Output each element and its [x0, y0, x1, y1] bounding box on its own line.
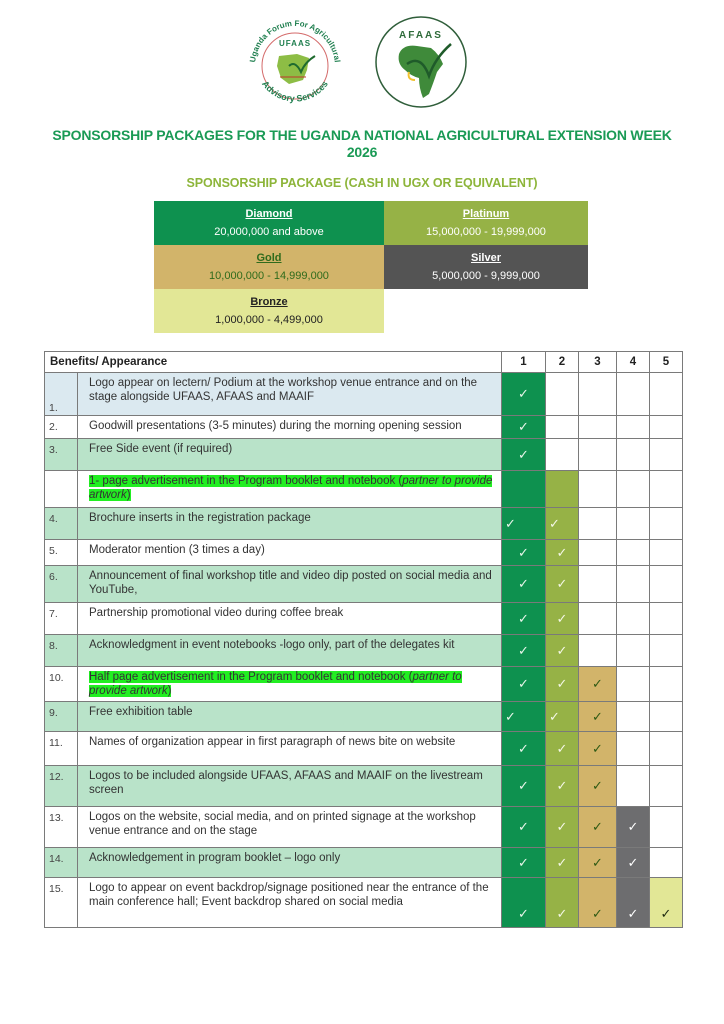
package-name: Silver: [471, 252, 501, 264]
tier-4-check-cell: [617, 878, 650, 928]
benefit-text: Half page advertisement in the Program booklet and notebook (: [89, 671, 413, 683]
checkmark-icon: ✓: [556, 740, 568, 756]
checkmark-icon: ✓: [592, 740, 603, 756]
tier-5-empty-cell: [650, 439, 683, 471]
column-header-tier-4: 4: [617, 352, 650, 373]
tier-5-empty-cell: [650, 603, 683, 635]
table-row: [45, 732, 683, 766]
checkmark-icon: ✓: [592, 778, 603, 793]
tier-4-check-cell: [617, 848, 650, 878]
tier-3-check-cell: [579, 807, 617, 848]
benefit-text: Logos to be included alongside UFAAS, AFAAS and MAAIF on the livestream screen: [89, 770, 483, 796]
benefit-text: Moderator mention (3 times a day): [89, 544, 265, 556]
benefit-note: partner to provide artwork: [89, 475, 493, 501]
page-title-line2: 2026: [346, 144, 378, 160]
package-name: Diamond: [245, 208, 293, 220]
tier-2-check-cell: [546, 732, 579, 766]
tier-5-empty-cell: [650, 732, 683, 766]
checkmark-icon: ✓: [556, 819, 568, 834]
tier-2-empty-cell: [546, 471, 579, 508]
row-number: 1.: [45, 373, 78, 416]
checkmark-icon: ✓: [518, 419, 529, 434]
checkmark-icon: ✓: [592, 676, 603, 691]
checkmark-icon: ✓: [518, 906, 529, 921]
tier-4-empty-cell: [617, 732, 650, 766]
benefit-text-end: ): [126, 489, 131, 501]
row-number: 13.: [45, 807, 78, 848]
benefit-text: Goodwill presentations (3-5 minutes) during the morning opening session: [89, 420, 462, 432]
benefit-text: Announcement of final workshop title and video dip posted on social media and YouTube,: [89, 570, 492, 596]
tier-1-check-cell: [502, 416, 546, 439]
tier-2-check-cell: [546, 540, 579, 566]
checkmark-icon: ✓: [556, 610, 568, 626]
tier-3-empty-cell: [579, 603, 617, 635]
tier-5-empty-cell: [650, 848, 683, 878]
benefit-description: [78, 373, 502, 416]
tier-1-check-cell: [502, 732, 546, 766]
package-range: 1,000,000 - 4,499,000: [215, 314, 323, 326]
tier-2-check-cell: [546, 878, 579, 928]
benefit-description: [78, 766, 502, 807]
table-row: [45, 667, 683, 702]
tier-4-empty-cell: [617, 702, 650, 732]
tier-4-empty-cell: [617, 566, 650, 603]
tier-4-empty-cell: [617, 416, 650, 439]
tier-1-empty-cell: [502, 471, 546, 508]
benefit-text: Free exhibition table: [89, 706, 193, 718]
tier-5-empty-cell: [650, 807, 683, 848]
ufaas-bottom-arc: Advisory Services: [260, 78, 330, 104]
ufaas-logo: [243, 14, 347, 114]
checkmark-icon: ✓: [518, 386, 529, 401]
package-range: 5,000,000 - 9,999,000: [432, 270, 540, 282]
tier-2-check-cell: [546, 635, 579, 667]
benefit-description: [78, 603, 502, 635]
tier-1-check-cell: [502, 373, 546, 416]
benefit-description: [78, 878, 502, 928]
checkmark-icon: ✓: [556, 544, 568, 560]
tier-4-empty-cell: [617, 667, 650, 702]
benefit-text: Brochure inserts in the registration package: [89, 512, 311, 524]
checkmark-icon: ✓: [518, 854, 529, 870]
table-row: [45, 373, 683, 416]
checkmark-icon: ✓: [660, 906, 672, 921]
logos-header: [0, 14, 724, 114]
afaas-logo: [373, 14, 469, 110]
checkmark-icon: ✓: [518, 544, 529, 560]
checkmark-icon: ✓: [549, 708, 560, 724]
checkmark-icon: ✓: [505, 515, 516, 531]
checkmark-icon: ✓: [518, 642, 529, 658]
row-number: 7.: [45, 603, 78, 635]
benefit-text: 1- page advertisement in the Program booklet and notebook (: [89, 475, 403, 487]
benefit-description: [78, 732, 502, 766]
tier-1-check-cell: [502, 635, 546, 667]
tier-5-empty-cell: [650, 471, 683, 508]
tier-2-empty-cell: [546, 416, 579, 439]
tier-3-check-cell: [579, 848, 617, 878]
tier-4-empty-cell: [617, 508, 650, 540]
tier-2-check-cell: [546, 848, 579, 878]
benefit-text: Logo to appear on event backdrop/signage positioned near the entrance of the main conference hall; Event backdrop shared on social media: [89, 882, 489, 908]
tier-3-check-cell: [579, 667, 617, 702]
benefit-description: [78, 439, 502, 471]
tier-2-check-cell: [546, 766, 579, 807]
tier-1-check-cell: [502, 766, 546, 807]
checkmark-icon: ✓: [505, 708, 516, 724]
table-row: [45, 848, 683, 878]
row-number: 4.: [45, 508, 78, 540]
package-range: 10,000,000 - 14,999,000: [209, 270, 329, 282]
benefit-description: [78, 635, 502, 667]
row-number: [45, 471, 78, 508]
table-row: [45, 566, 683, 603]
package-range: 20,000,000 and above: [214, 226, 324, 238]
package-name: Gold: [256, 252, 282, 264]
table-header-row: [45, 352, 683, 373]
checkmark-icon: ✓: [518, 778, 529, 793]
checkmark-icon: ✓: [549, 515, 560, 531]
benefit-text-end: ): [167, 685, 172, 697]
tier-4-empty-cell: [617, 471, 650, 508]
package-name: Bronze: [250, 296, 288, 308]
afaas-acronym: AFAAS: [399, 30, 443, 41]
package-diamond: [154, 201, 384, 245]
tier-5-empty-cell: [650, 416, 683, 439]
checkmark-icon: ✓: [627, 854, 639, 870]
benefit-text: Acknowledgment in event notebooks -logo only, part of the delegates kit: [89, 639, 455, 651]
checkmark-icon: ✓: [592, 819, 603, 834]
tier-5-empty-cell: [650, 667, 683, 702]
tier-5-empty-cell: [650, 540, 683, 566]
tier-5-empty-cell: [650, 508, 683, 540]
checkmark-icon: ✓: [556, 906, 568, 921]
checkmark-icon: ✓: [518, 446, 529, 462]
page-title: [0, 127, 724, 161]
tier-2-check-cell: [546, 603, 579, 635]
benefit-description: [78, 807, 502, 848]
benefit-description: [78, 702, 502, 732]
tier-3-empty-cell: [579, 540, 617, 566]
table-row: [45, 807, 683, 848]
checkmark-icon: ✓: [592, 906, 603, 921]
checkmark-icon: ✓: [518, 576, 529, 591]
row-number: 6.: [45, 566, 78, 603]
table-row: [45, 603, 683, 635]
table-row: [45, 471, 683, 508]
tier-3-empty-cell: [579, 373, 617, 416]
tier-4-empty-cell: [617, 439, 650, 471]
tier-1-check-cell: [502, 702, 546, 732]
ufaas-top-arc: Uganda Forum For Agricultural: [248, 18, 342, 63]
checkmark-icon: ✓: [556, 676, 568, 691]
checkmark-icon: ✓: [518, 676, 529, 691]
table-row: [45, 439, 683, 471]
tier-4-empty-cell: [617, 540, 650, 566]
tier-2-empty-cell: [546, 373, 579, 416]
benefit-description: [78, 471, 502, 508]
tier-4-check-cell: [617, 807, 650, 848]
tier-4-empty-cell: [617, 373, 650, 416]
table-row: [45, 635, 683, 667]
table-row: [45, 540, 683, 566]
package-gold: [154, 245, 384, 289]
tier-2-check-cell: [546, 807, 579, 848]
tier-1-check-cell: [502, 878, 546, 928]
tier-5-check-cell: [650, 878, 683, 928]
tier-3-check-cell: [579, 702, 617, 732]
tier-3-empty-cell: [579, 471, 617, 508]
tier-3-check-cell: [579, 766, 617, 807]
checkmark-icon: ✓: [592, 854, 603, 870]
column-header-tier-5: 5: [650, 352, 683, 373]
benefit-description: [78, 540, 502, 566]
tier-1-check-cell: [502, 848, 546, 878]
benefits-table: [44, 351, 683, 928]
column-header-tier-2: 2: [546, 352, 579, 373]
tier-1-check-cell: [502, 540, 546, 566]
checkmark-icon: ✓: [592, 708, 603, 724]
tier-1-check-cell: [502, 667, 546, 702]
package-range: 15,000,000 - 19,999,000: [426, 226, 546, 238]
benefit-description: [78, 848, 502, 878]
tier-5-empty-cell: [650, 702, 683, 732]
tier-4-empty-cell: [617, 603, 650, 635]
table-row: [45, 416, 683, 439]
row-number: 3.: [45, 439, 78, 471]
checkmark-icon: ✓: [556, 778, 568, 793]
table-row: [45, 878, 683, 928]
benefit-description: [78, 566, 502, 603]
checkmark-icon: ✓: [518, 819, 529, 834]
tier-3-empty-cell: [579, 439, 617, 471]
checkmark-icon: ✓: [627, 819, 639, 834]
benefit-text: Partnership promotional video during coffee break: [89, 607, 344, 619]
tier-2-check-cell: [546, 667, 579, 702]
column-header-benefits: Benefits/ Appearance: [45, 352, 502, 373]
row-number: 10.: [45, 667, 78, 702]
tier-3-empty-cell: [579, 508, 617, 540]
tier-4-empty-cell: [617, 635, 650, 667]
tier-5-empty-cell: [650, 635, 683, 667]
row-number: 11.: [45, 732, 78, 766]
row-number: 14.: [45, 848, 78, 878]
ufaas-acronym: UFAAS: [278, 39, 312, 48]
tier-3-empty-cell: [579, 566, 617, 603]
column-header-tier-3: 3: [579, 352, 617, 373]
tier-2-check-cell: [546, 702, 579, 732]
benefit-text: Acknowledgement in program booklet – logo only: [89, 852, 341, 864]
tier-3-check-cell: [579, 732, 617, 766]
row-number: 8.: [45, 635, 78, 667]
tier-3-empty-cell: [579, 635, 617, 667]
tier-5-empty-cell: [650, 766, 683, 807]
benefit-text: Names of organization appear in first paragraph of news bite on website: [89, 736, 456, 748]
benefit-text: Free Side event (if required): [89, 443, 233, 455]
tier-2-check-cell: [546, 566, 579, 603]
benefit-description: [78, 508, 502, 540]
row-number: 2.: [45, 416, 78, 439]
tier-2-empty-cell: [546, 439, 579, 471]
tier-2-check-cell: [546, 508, 579, 540]
package-platinum: [384, 201, 588, 245]
column-header-tier-1: 1: [502, 352, 546, 373]
tier-1-check-cell: [502, 508, 546, 540]
tier-3-check-cell: [579, 878, 617, 928]
checkmark-icon: ✓: [556, 576, 568, 591]
row-number: 5.: [45, 540, 78, 566]
benefit-note: partner to provide artwork: [89, 671, 462, 697]
tier-1-check-cell: [502, 807, 546, 848]
benefit-description: [78, 667, 502, 702]
package-bronze: [154, 289, 384, 333]
checkmark-icon: ✓: [627, 906, 639, 921]
tier-5-empty-cell: [650, 566, 683, 603]
checkmark-icon: ✓: [518, 740, 529, 756]
page-title-line1: SPONSORSHIP PACKAGES FOR THE UGANDA NATIONAL AGRICULTURAL EXTENSION WEEK: [52, 127, 672, 143]
tier-3-empty-cell: [579, 416, 617, 439]
tier-1-check-cell: [502, 439, 546, 471]
benefit-text: Logo appear on lectern/ Podium at the workshop venue entrance and on the stage alongside UFAAS, AFAAS and MAAIF: [89, 377, 478, 403]
package-silver: [384, 245, 588, 289]
table-row: [45, 766, 683, 807]
checkmark-icon: ✓: [556, 642, 568, 658]
row-number: 12.: [45, 766, 78, 807]
tier-4-empty-cell: [617, 766, 650, 807]
benefit-text: Logos on the website, social media, and on printed signage at the workshop venue entrance and on the stage: [89, 811, 476, 837]
checkmark-icon: ✓: [518, 610, 529, 626]
checkmark-icon: ✓: [556, 854, 568, 870]
row-number: 15.: [45, 878, 78, 928]
tier-1-check-cell: [502, 566, 546, 603]
row-number: 9.: [45, 702, 78, 732]
package-name: Platinum: [462, 208, 510, 220]
package-subtitle: SPONSORSHIP PACKAGE (CASH IN UGX OR EQUIVALENT): [186, 176, 538, 190]
tier-1-check-cell: [502, 603, 546, 635]
table-row: [45, 702, 683, 732]
tier-5-empty-cell: [650, 373, 683, 416]
benefit-description: [78, 416, 502, 439]
table-row: [45, 508, 683, 540]
